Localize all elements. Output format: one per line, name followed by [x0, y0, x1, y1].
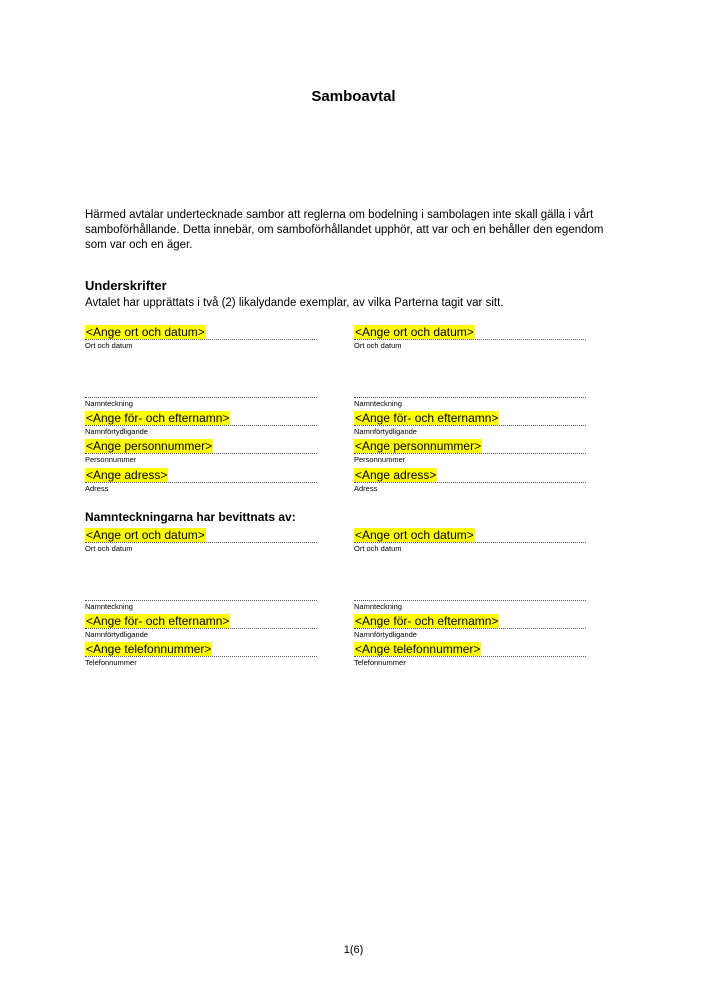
party1-name-line [85, 425, 317, 426]
party2-name-line [354, 425, 586, 426]
party2-place-date-line [354, 339, 586, 340]
intro-paragraph: Härmed avtalar undertecknade sambor att reglerna om bodelning i sambolagen inte skall gälla i vårt samboförhållande. Detta innebär, om samboförhållandet upphör, att var och en behåller den egendom som var och en äger. [85, 209, 604, 251]
document-title: Samboavtal [311, 88, 396, 105]
witness1-place-date-line [85, 542, 317, 543]
witness2-name-value[interactable]: <Ange för- och efternamn> [355, 614, 499, 628]
witness1-signature-line [85, 600, 317, 601]
witness1-place-date-field[interactable] [85, 528, 317, 554]
party1-ssn-line [85, 453, 317, 454]
witness1-name-line [85, 628, 317, 629]
witness2-name-caption: Namnförtydligande [354, 630, 417, 639]
witness2-phone-value[interactable]: <Ange telefonnummer> [355, 642, 481, 656]
party1-name-caption: Namnförtydligande [85, 427, 148, 436]
witness2-place-date-line [354, 542, 586, 543]
witness1-phone-caption: Telefonnummer [85, 658, 137, 667]
party2-ssn-value[interactable]: <Ange personnummer> [355, 439, 482, 453]
witness2-place-date-caption: Ort och datum [354, 544, 402, 553]
witness2-phone-caption: Telefonnummer [354, 658, 406, 667]
signatures-subtext: Avtalet har upprättats i två (2) likalydande exemplar, av vilka Parterna tagit var sitt. [85, 297, 504, 309]
party2-address-field[interactable] [354, 468, 586, 494]
party2-place-date-field[interactable] [354, 325, 586, 351]
party1-ssn-field[interactable] [85, 439, 317, 465]
party1-place-date-caption: Ort och datum [85, 341, 133, 350]
witness2-name-field[interactable] [354, 614, 586, 640]
party1-place-date-field[interactable] [85, 325, 317, 351]
witness1-place-date-value[interactable]: <Ange ort och datum> [86, 528, 205, 542]
page-number: 1(6) [343, 944, 364, 956]
party1-ssn-caption: Personnummer [85, 455, 137, 464]
witness1-phone-value[interactable]: <Ange telefonnummer> [86, 642, 212, 656]
witness1-name-caption: Namnförtydligande [85, 630, 148, 639]
signatures-heading: Underskrifter [85, 278, 167, 293]
witness1-signature-caption: Namnteckning [85, 602, 133, 611]
party2-ssn-line [354, 453, 586, 454]
party2-place-date-value[interactable]: <Ange ort och datum> [355, 325, 474, 339]
witness1-signature-field[interactable] [85, 586, 317, 612]
party2-address-caption: Adress [354, 484, 378, 493]
party1-signature-caption: Namnteckning [85, 399, 133, 408]
witness1-name-field[interactable] [85, 614, 317, 640]
witness2-name-line [354, 628, 586, 629]
party2-signature-field[interactable] [354, 383, 586, 409]
party2-address-line [354, 482, 586, 483]
party1-address-line [85, 482, 317, 483]
party1-signature-line [85, 397, 317, 398]
party1-ssn-value[interactable]: <Ange personnummer> [86, 439, 213, 453]
witness2-place-date-field[interactable] [354, 528, 586, 554]
witness1-place-date-caption: Ort och datum [85, 544, 133, 553]
witness1-phone-field[interactable] [85, 642, 317, 668]
witness2-signature-caption: Namnteckning [354, 602, 402, 611]
witness2-place-date-value[interactable]: <Ange ort och datum> [355, 528, 474, 542]
party2-name-caption: Namnförtydligande [354, 427, 417, 436]
party2-address-value[interactable]: <Ange adress> [355, 468, 437, 482]
party1-name-value[interactable]: <Ange för- och efternamn> [86, 411, 230, 425]
witnesses-heading: Namnteckningarna har bevittnats av: [85, 510, 296, 524]
witness2-phone-line [354, 656, 586, 657]
witness2-phone-field[interactable] [354, 642, 586, 668]
witness2-signature-line [354, 600, 586, 601]
witness1-phone-line [85, 656, 317, 657]
party1-signature-field[interactable] [85, 383, 317, 409]
party1-address-value[interactable]: <Ange adress> [86, 468, 168, 482]
party1-place-date-value[interactable]: <Ange ort och datum> [86, 325, 205, 339]
witness2-signature-field[interactable] [354, 586, 586, 612]
party1-address-caption: Adress [85, 484, 109, 493]
party2-name-field[interactable] [354, 411, 586, 437]
party2-signature-line [354, 397, 586, 398]
party1-address-field[interactable] [85, 468, 317, 494]
party1-place-date-line [85, 339, 317, 340]
party2-place-date-caption: Ort och datum [354, 341, 402, 350]
party1-name-field[interactable] [85, 411, 317, 437]
party2-ssn-caption: Personnummer [354, 455, 406, 464]
party2-signature-caption: Namnteckning [354, 399, 402, 408]
party2-ssn-field[interactable] [354, 439, 586, 465]
witness1-name-value[interactable]: <Ange för- och efternamn> [86, 614, 230, 628]
party2-name-value[interactable]: <Ange för- och efternamn> [355, 411, 499, 425]
